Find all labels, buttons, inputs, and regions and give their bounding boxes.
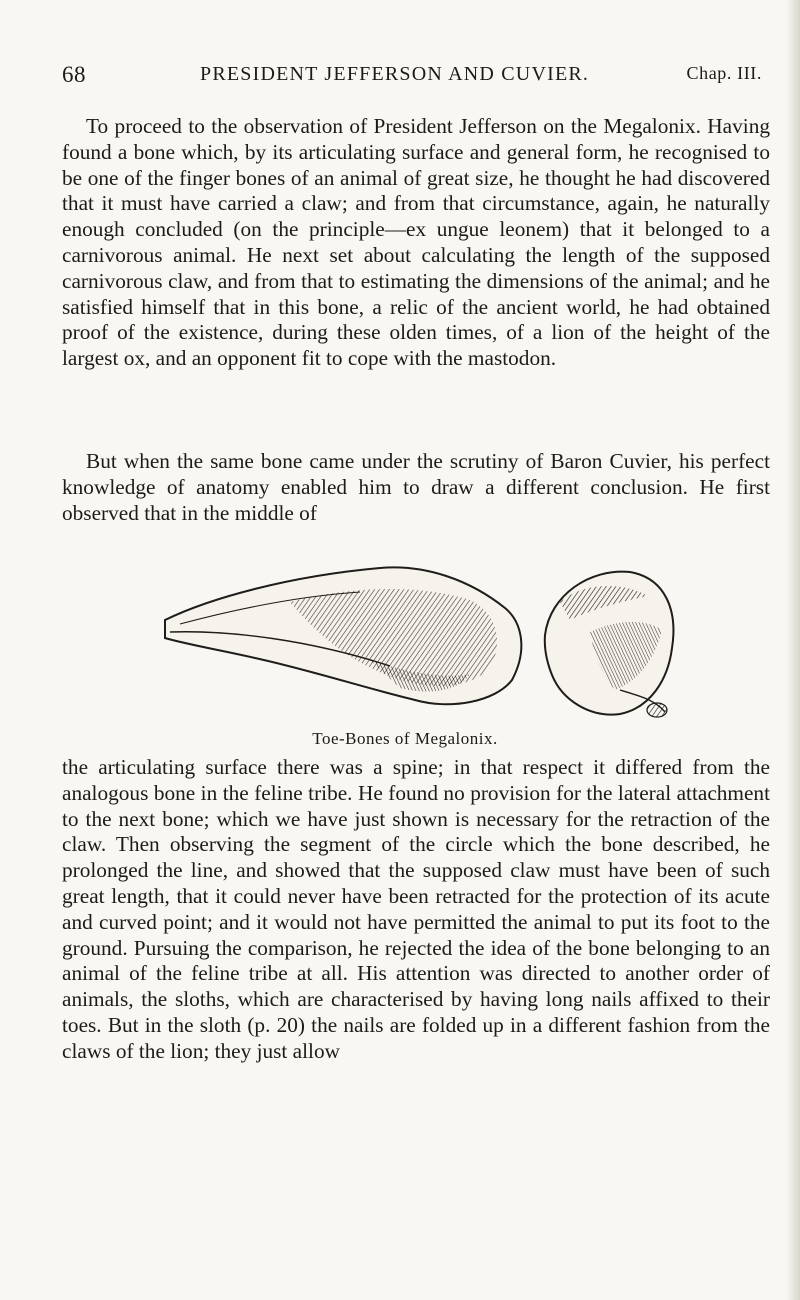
paragraph-text: But when the same bone came under the scrutiny of Baron Cuvier, his perfect knowledge of anatomy enabled him to draw a different conclusion. He first observed that in the middle of (62, 449, 770, 525)
page-edge-shadow (786, 0, 800, 1300)
toe-bones-illustration (150, 540, 680, 730)
long-toe-bone-drawing (165, 567, 521, 704)
engraving-svg (150, 540, 680, 730)
paragraph-megalonix-jefferson (62, 114, 770, 372)
paragraph-text: To proceed to the observation of President Jefferson on the Megalonix. Having found a bone which, by its articulating surface and general form, he recognised to be one of the finger bones of an animal of great size, he thought he had discovered that it must have carried a claw; and from that circumstance, again, he naturally enough concluded (on the principle—ex ungue leonem) that it belonged to a carnivorous animal. He next set about calculating the length of the supposed carnivorous claw, and from that to estimating the dimensions of the animal; and he satisfied himself that in this bone, a relic of the ancient world, he had obtained proof of the existence, during these olden times, of a lion of the height of the largest ox, and an opponent fit to cope with the mastodon. (62, 114, 770, 371)
running-head: PRESIDENT JEFFERSON AND CUVIER. (200, 63, 590, 85)
chapter-reference: Chap. III. (686, 63, 762, 83)
page-header (62, 62, 762, 90)
paragraph-articulating-surface (62, 755, 770, 1065)
page-number: 68 (62, 62, 86, 87)
figure-caption: Toe-Bones of Megalonix. (312, 729, 498, 748)
paragraph-cuvier-scrutiny (62, 449, 770, 526)
ungual-toe-bone-drawing (545, 572, 674, 717)
paragraph-text: the articulating surface there was a spine; in that respect it differed from the analogous bone in the feline tribe. He found no provision for the lateral attachment to the next bone; which we have just shown is necessary for the retraction of the claw. Then observing the segment of the circle which the bone described, he prolonged the line, and showed that the supposed claw must have been of such great length, that it could never have been retracted for the protection of its acute and curved point; and it would not have permitted the animal to put its foot to the ground. Pursuing the comparison, he rejected the idea of the bone belonging to an animal of the feline tribe at all. His attention was directed to another order of animals, the sloths, which are characterised by having long nails affixed to their toes. But in the sloth (p. 20) the nails are folded up in a different fashion from the claws of the lion; they just allow (62, 755, 770, 1063)
